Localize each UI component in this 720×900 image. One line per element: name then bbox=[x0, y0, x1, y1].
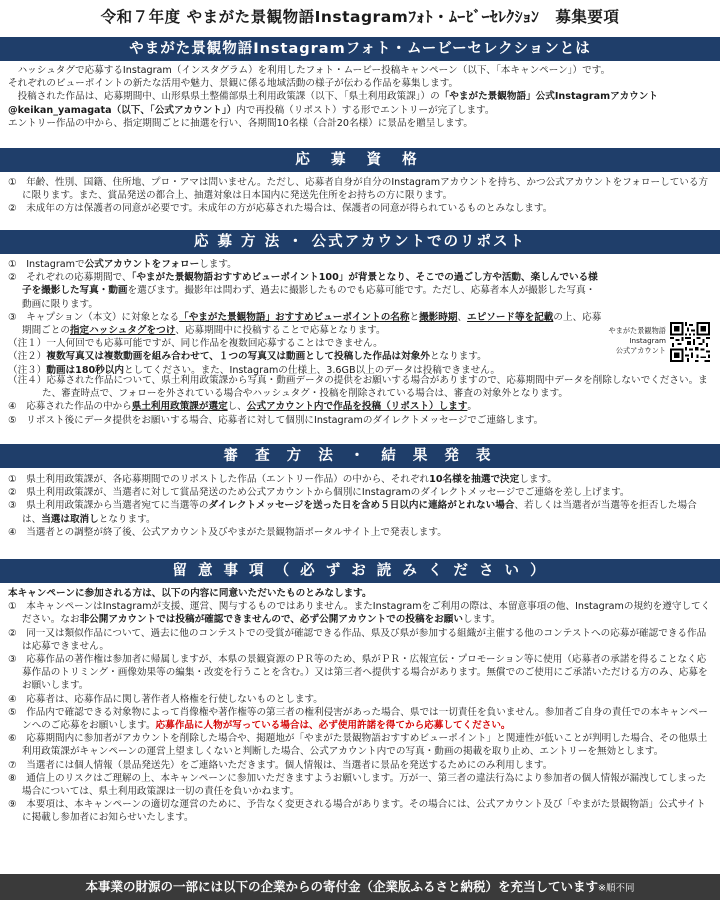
method-i3-and: と bbox=[409, 311, 420, 323]
method-i3-tail: 、応募期間中に投稿することで応募となります。 bbox=[175, 325, 386, 337]
method-i3-viewpoint: 「やまがた景観物語」おすすめビューポイントの名称 bbox=[179, 311, 410, 323]
qr-block bbox=[600, 322, 712, 368]
method-i4-mid: し、 bbox=[227, 401, 247, 413]
method-item-1 bbox=[8, 258, 602, 271]
method-n2-bold: 複数写真又は複数動画を組み合わせて、１つの写真又は動画として投稿した作品は対象外 bbox=[46, 351, 430, 363]
method-item-3 bbox=[8, 311, 602, 337]
notes-item-9: ⑨ 本要項は、本キャンペーンの適切な運営のために、予告なく変更される場合があります。その場合には、公式アカウント及び「やまがた景観物語」公式サイトに掲載し参加者にお知らせいたします。 bbox=[8, 799, 706, 824]
method-item-4 bbox=[8, 400, 714, 413]
judging-i1-text: ① 県土利用政策課が、各応募期間でのリポストした作品（エントリー作品）の中から、それぞれ bbox=[8, 474, 430, 485]
about-p3-tail: 内で再投稿（リポスト）する形でエントリーが完了します。 bbox=[236, 104, 495, 116]
about-p1: ハッシュタグで応募するInstagram（インスタグラム）を利用したフォト・ムービー投稿キャンペーン（以下、「本キャンペーン」）です。 bbox=[8, 65, 611, 76]
method-i1-bold: 公式アカウントをフォロー bbox=[84, 259, 200, 270]
method-item-5: ⑤ リポスト後にデータ提供をお願いする場合、応募者に対して個別にInstagramのダイレクトメッセージでご連絡します。 bbox=[8, 414, 544, 426]
method-i3-comma: 、 bbox=[457, 311, 468, 323]
page-title: 令和７年度 やまがた景観物語Instagramﾌｫﾄ・ﾑｰﾋﾞｰｾﾚｸｼｮﾝ 募集要項 bbox=[100, 8, 620, 26]
method-item-2 bbox=[8, 271, 602, 311]
judging-body bbox=[8, 473, 714, 553]
judging-item-1 bbox=[8, 473, 714, 486]
judging-i1-bold: 10名様を抽選で決定 bbox=[429, 474, 520, 485]
footer-note: ※順不同 bbox=[598, 883, 635, 894]
method-body-lower bbox=[8, 374, 714, 434]
footer-banner bbox=[0, 874, 720, 900]
method-i2-bold: 「やまがた景観物語おすすめビューポイント100」が背景となり、そこでの過ごし方や活動、楽しんでいる様子を撮影した写真・動画 bbox=[22, 272, 598, 297]
about-p3-account: アカウント@keikan_yamagata（以下、「公式アカウント」） bbox=[8, 91, 658, 116]
method-i1-tail: します。 bbox=[199, 259, 237, 270]
about-p4: エントリー作品の中から、指定期間ごとに抽選を行い、各期間10名様（合計20名様）に景品を贈呈します。 bbox=[8, 117, 473, 129]
eligibility-item-1: ① 年齢、性別、国籍、住所地、プロ・アマは問いません。ただし、応募者自身が自分のInstagramアカウントを持ち、かつ公式アカウントをフォローしている方に限ります。また、賞品発送の都合上、抽選対象は日本国内に発送先住所をお持ちの方に限ります。 bbox=[8, 177, 709, 202]
notes-n5-warning: 応募作品に人物が写っている場合は、必ず使用許諾を得てから応募してください。 bbox=[155, 720, 511, 732]
method-n2-tail: となります。 bbox=[429, 351, 487, 363]
judging-i1-tail: します。 bbox=[519, 474, 557, 485]
judging-i3-text: ③ 県土利用政策課から当選者宛てに当選等の bbox=[8, 500, 209, 512]
method-i3-date: 撮影時期 bbox=[419, 311, 458, 323]
method-n2-label: （注２） bbox=[8, 351, 47, 363]
method-i3-text: ③ キャプション（本文）に対象となる bbox=[8, 311, 180, 323]
method-i3-hashtag: 指定ハッシュタグをつけ bbox=[69, 325, 176, 337]
notes-n1-bold: 非公開アカウントでは投稿が確認できませんので、必ず公開アカウントでの投稿をお願い bbox=[79, 614, 463, 626]
method-i2-text: ② それぞれの応募期間で、 bbox=[8, 272, 132, 284]
method-i4-repost: 公式アカウント内で作品を投稿（リポスト）します bbox=[246, 401, 468, 413]
section-heading-eligibility: 応 募 資 格 bbox=[0, 148, 720, 172]
notes-item-2: ② 同一又は類似作品について、過去に他のコンテストでの受賞が確認できる作品、県及び県が参加する組織が主催する他のコンテストへの応募が確認できる作品は応募できません。 bbox=[8, 627, 707, 652]
qr-label-line-2: Instagram bbox=[629, 336, 666, 345]
footer-text: 本事業の財源の一部には以下の企業からの寄付金（企業版ふるさと納税）を充当しています bbox=[85, 879, 599, 894]
judging-i3-tail: となります。 bbox=[98, 513, 156, 525]
notes-n5-text: ⑤ 作品内で確認できる対象物によって肖像権や著作権等の第三者の権利侵害があった場合、県では一切責任を負いません。参加者ご自身の責任での本キャンペーンへのご応募をお願いします。 bbox=[8, 706, 708, 732]
about-p3-text: 投稿された作品は、応募期間中、山形県県土整備部県土利用政策課（以下、「県土利用政策課」）の bbox=[8, 91, 440, 103]
about-p2: それぞれのビューポイントの新たな活用や魅力、景観に係る地域活動の様子が伝わる作品を募集します。 bbox=[8, 78, 459, 90]
qr-code-icon[interactable] bbox=[670, 322, 710, 362]
method-n3-label: （注３） bbox=[8, 364, 47, 376]
method-n3-tail: としてください。また、Instagramの仕様上、3.6GB以上のデータは投稿できません。 bbox=[123, 364, 501, 376]
notes-item-7: ⑦ 当選者には個人情報（景品発送先）をご連絡いただきます。個人情報は、当選者に景品を発送するためにのみ利用します。 bbox=[8, 759, 553, 771]
eligibility-item-2: ② 未成年の方は保護者の同意が必要です。未成年の方が応募された場合は、保護者の同意が得られているものとみなします。 bbox=[8, 203, 553, 215]
eligibility-body bbox=[8, 176, 714, 224]
section-heading-about: やまがた景観物語Instagramフォト・ムービーセレクションとは bbox=[0, 37, 720, 61]
notes-item-6: ⑥ 応募期間内に参加者がアカウントを削除した場合や、掲題地が「やまがた景観物語おすすめビューポイント」と関連性が低いことが判明した場合、その他県土利用政策課がキャンペーンの運営上望ましくないと判断した場合、公式アカウント内での写真・動画の掲載を取り止め、エントリーを無効とします。 bbox=[8, 733, 708, 758]
section-heading-notes: 留 意 事 項 （ 必 ず お 読 み く だ さ い ） bbox=[0, 559, 720, 583]
method-i4-select: 県土利用政策課が選定 bbox=[131, 401, 228, 413]
notes-item-3: ③ 応募作品の著作権は参加者に帰属しますが、本県の景観資源のＰＲ等のため、県がＰＲ・広報宣伝・プロモーション等に使用（応募者の承諾を得ることなく応募作品のトリミング・画像効果等の編集・改変を行うことを含む。）又は第三者へ提供する場合があります。無償でのご使用にご承諾いただける方のみ、応募をお願いします。 bbox=[8, 654, 708, 692]
about-p3 bbox=[8, 90, 714, 116]
judging-i3-cancel: 当選は取消し bbox=[41, 513, 99, 525]
method-i3-mid: の上、応募期間ごとの bbox=[22, 311, 602, 337]
notes-intro: 本キャンペーンに参加される方は、以下の内容に同意いただいたものとみなします。 bbox=[8, 588, 372, 599]
method-i2-tail: を選びます。撮影年は問わず、過去に撮影したものでも応募可能です。ただし、応募者本人が撮影した写真・動画に限ります。 bbox=[22, 285, 596, 310]
method-i4-tail: 。 bbox=[467, 401, 478, 413]
section-heading-method: 応 募 方 法 ・ 公式アカウントでのリポスト bbox=[0, 230, 720, 254]
notes-n1-text: ① 本キャンペーンはInstagramが支援、運営、関与するものではありません。またInstagramをご利用の際は、本留意事項の他、Instagramの規約を遵守してください。なお bbox=[8, 601, 711, 626]
method-i4-text: ④ 応募された作品の中から bbox=[8, 401, 132, 413]
method-i3-episode: エピソード等を記載 bbox=[467, 311, 554, 323]
about-p3-bold: 「やまがた景観物語」公式Instagram bbox=[439, 91, 611, 103]
method-i1-text: ① Instagramで bbox=[8, 259, 85, 270]
qr-label-line-1: やまがた景観物語 bbox=[608, 326, 666, 335]
notes-item-4: ④ 応募者は、応募作品に関し著作者人格権を行使しないものとします。 bbox=[8, 693, 323, 705]
section-heading-judging: 審 査 方 法 ・ 結 果 発 表 bbox=[0, 444, 720, 468]
judging-i3-bold: ダイレクトメッセージを送った日を含め５日以内に連絡がとれない場合 bbox=[208, 500, 515, 512]
qr-label bbox=[600, 326, 666, 356]
method-n3-bold: 動画は180秒以内 bbox=[46, 364, 124, 376]
method-note-2 bbox=[8, 350, 602, 363]
notes-body bbox=[8, 587, 714, 869]
judging-item-2: ② 県土利用政策課が、当選者に対して賞品発送のため公式アカウントから個別にInstagramのダイレクトメッセージでご連絡を差し上げます。 bbox=[8, 487, 630, 499]
notes-item-5 bbox=[8, 706, 714, 732]
method-note-1: （注１）一人何回でも応募可能ですが、同じ作品を複数回応募することはできません。 bbox=[8, 338, 383, 350]
judging-item-3 bbox=[8, 499, 714, 525]
judging-i3-mid: 、若しくは当選者が当選等を拒否した場合は、 bbox=[22, 500, 697, 525]
about-body bbox=[8, 64, 714, 144]
qr-label-line-3: 公式アカウント bbox=[615, 346, 666, 355]
method-note-4: （注４）応募された作品について、県土利用政策課から写真・動画データの提供をお願いする場合がありますので、応募期間中データを削除しないでください。また、審査時点で、フォローを外されている場合やハッシュタグ・投稿を削除されている場合は、審査の対象外となります。 bbox=[8, 375, 708, 400]
notes-item-1 bbox=[8, 600, 714, 626]
notes-item-8: ⑧ 通信上のリスクはご理解の上、本キャンペーンに参加いただきますようお願いします。万が一、第三者の違法行為により参加者の個人情報が漏洩してしまった場合については、県土利用政策課は一切の責任を負いかねます。 bbox=[8, 772, 707, 798]
judging-item-4: ④ 当選者との調整が終了後、公式アカウント及びやまがた景観物語ポータルサイト上で発表します。 bbox=[8, 526, 447, 538]
notes-n1-tail: します。 bbox=[462, 614, 501, 626]
